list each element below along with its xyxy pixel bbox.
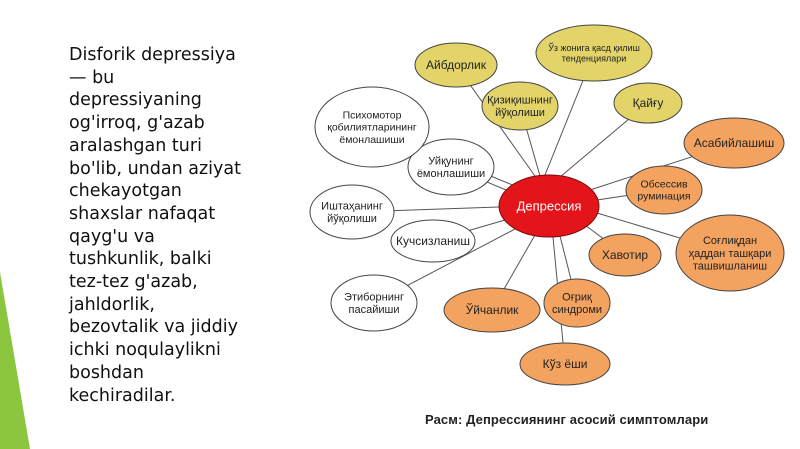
symptom-node-label: йўқолиши xyxy=(495,107,545,120)
symptom-node-kuchsiz xyxy=(391,220,475,262)
symptom-node-asabiy xyxy=(684,118,784,168)
symptom-node-label: Ўйчанлик xyxy=(465,303,519,318)
center-node-label: Депрессия xyxy=(516,198,582,214)
symptom-node-label: Хавотир xyxy=(601,248,649,263)
symptom-node-psixomotor xyxy=(315,87,429,167)
figure-caption: Расм: Депрессиянинг асосий симптомлари xyxy=(425,412,709,427)
connector-line-uyqu xyxy=(487,182,506,190)
symptom-node-sogliq xyxy=(676,215,784,291)
symptom-node-label: қобилиятларининг xyxy=(327,121,417,134)
symptom-node-label: ҳаддан ташқари xyxy=(688,247,772,260)
symptom-node-etibor xyxy=(331,275,417,331)
symptom-node-label: синдроми xyxy=(551,304,603,317)
connector-line-sogliq xyxy=(597,213,680,238)
symptom-node-label: руминация xyxy=(637,190,691,203)
symptom-node-qiziqish xyxy=(482,82,558,130)
symptom-node-label: Психомотор xyxy=(342,109,402,122)
symptom-node-label: Қайғу xyxy=(632,96,664,111)
symptom-node-label: Иштаҳанинг xyxy=(321,200,383,213)
symptom-node-label: Соғлиқдан xyxy=(702,235,758,248)
symptom-node-label: ёмонлашиши xyxy=(339,133,405,146)
symptom-node-label: ёмонлашиши xyxy=(416,168,486,181)
connector-line-ishtaha xyxy=(394,207,499,211)
symptom-node-ishtaha xyxy=(310,185,394,239)
symptom-node-oz-jonga xyxy=(536,25,652,81)
connector-line-qayfu xyxy=(560,119,629,177)
symptom-node-label: Этиборнинг xyxy=(344,291,404,304)
symptom-node-aydorlik xyxy=(415,43,497,87)
symptom-node-qayfu xyxy=(614,83,682,123)
symptom-node-label: Айбдорлик xyxy=(426,58,486,73)
symptom-node-label: Оғриқ xyxy=(562,291,592,304)
symptom-node-label: пасайиши xyxy=(348,304,400,317)
symptom-node-label: йўқолиши xyxy=(327,213,377,226)
connector-line-qiziqish xyxy=(527,130,540,176)
symptom-node-uychanlik xyxy=(444,288,540,332)
connector-line-obsessiv xyxy=(597,196,627,201)
connector-line-ogriq xyxy=(560,236,571,279)
symptom-node-koz-yoshi xyxy=(520,343,610,385)
symptom-node-label: ташвишланиш xyxy=(692,260,768,273)
center-node xyxy=(499,175,599,237)
symptom-node-xavotir xyxy=(589,234,661,276)
symptom-node-label: Асабийлашиш xyxy=(693,136,775,151)
symptom-node-label: Кўз ёши xyxy=(542,357,588,372)
connector-line-kuchsiz xyxy=(469,220,505,230)
symptom-node-label: Кучсизланиш xyxy=(396,234,470,249)
connector-line-xavotir xyxy=(585,225,603,238)
symptom-node-label: Обсессив xyxy=(640,178,688,191)
slide-body-text: Disforik depressiya — bu depressiyaning og'irroq, g'azab aralashgan turi bo'lib, undan aziyat chekayotgan shaxslar nafaqat qayg'u va tushkunlik, balki tez-tez g'azab, jahldorlik, bezovtalik va jiddiy ichki noqulaylikni boshdan kechiradilar. xyxy=(69,45,241,406)
symptom-node-label: тенденциялари xyxy=(561,53,627,64)
connector-line-uychanlik xyxy=(504,235,535,289)
symptom-node-label: Ўз жонига қасд қилиш xyxy=(548,43,640,53)
symptom-node-ogriq xyxy=(544,279,610,327)
symptom-node-obsessiv xyxy=(626,166,702,214)
symptom-node-label: Қизиқишнинг xyxy=(487,94,553,107)
symptom-node-label: Уйқунинг xyxy=(428,155,474,168)
